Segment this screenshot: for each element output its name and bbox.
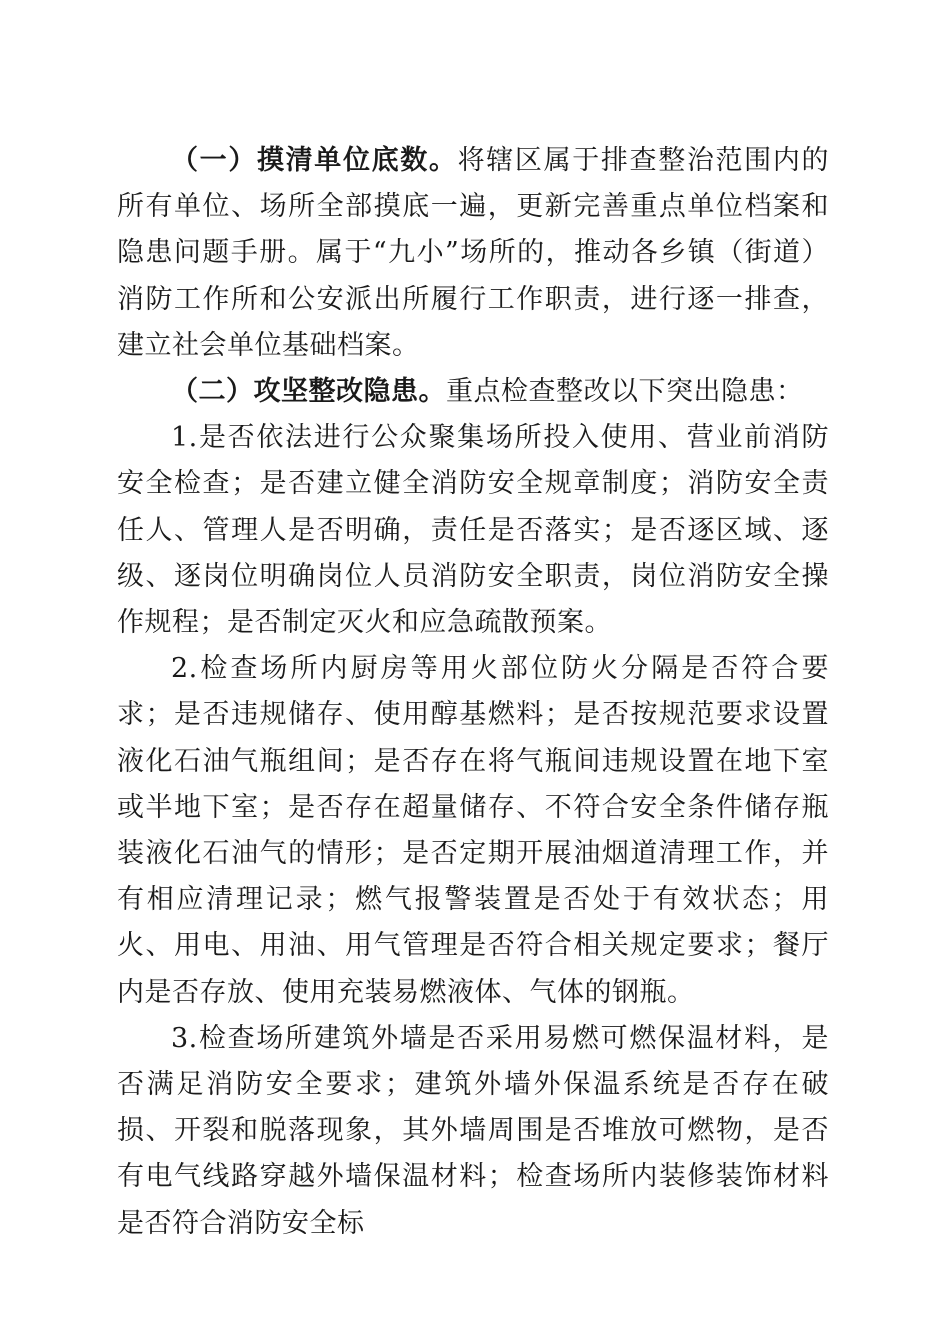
paragraph-item-1: 1.是否依法进行公众聚集场所投入使用、营业前消防安全检查；是否建立健全消防安全规章制度；消防安全责任人、管理人是否明确，责任是否落实；是否逐区域、逐级、逐岗位明确岗位人员消防安全职责，岗位消防安全操作规程；是否制定灭火和应急疏散预案。 [117, 422, 829, 639]
paragraph-item-2: 2.检查场所内厨房等用火部位防火分隔是否符合要求；是否违规储存、使用醇基燃料；是否按规范要求设置液化石油气瓶组间；是否存在将气瓶间违规设置在地下室或半地下室；是否存在超量储存、不符合安全条件储存瓶装液化石油气的情形；是否定期开展油烟道清理工作，并有相应清理记录；燃气报警装置是否处于有效状态；用火、用电、用油、用气管理是否符合相关规定要求；餐厅内是否存放、使用充装易燃液体、气体的钢瓶。 [117, 653, 829, 1008]
document-page [117, 138, 829, 1247]
section-2-heading: （二）攻坚整改隐患。 [171, 376, 446, 408]
section-1-heading: （一）摸清单位底数。 [171, 145, 458, 176]
paragraph-section-1 [117, 138, 829, 369]
section-1-body: 将辖区属于排查整治范围内的所有单位、场所全部摸底一遍，更新完善重点单位档案和隐患问题手册。属于“九小”场所的，推动各乡镇（街道）消防工作所和公安派出所履行工作职责，进行逐一排查，建立社会单位基础档案。 [117, 145, 830, 361]
section-2-body: 重点检查整改以下突出隐患： [446, 376, 804, 408]
paragraph-section-2 [117, 369, 829, 415]
paragraph-item-3: 3.检查场所建筑外墙是否采用易燃可燃保温材料，是否满足消防安全要求；建筑外墙外保温系统是否存在破损、开裂和脱落现象，其外墙周围是否堆放可燃物，是否有电气线路穿越外墙保温材料；检查场所内装修装饰材料是否符合消防安全标 [117, 1022, 829, 1239]
